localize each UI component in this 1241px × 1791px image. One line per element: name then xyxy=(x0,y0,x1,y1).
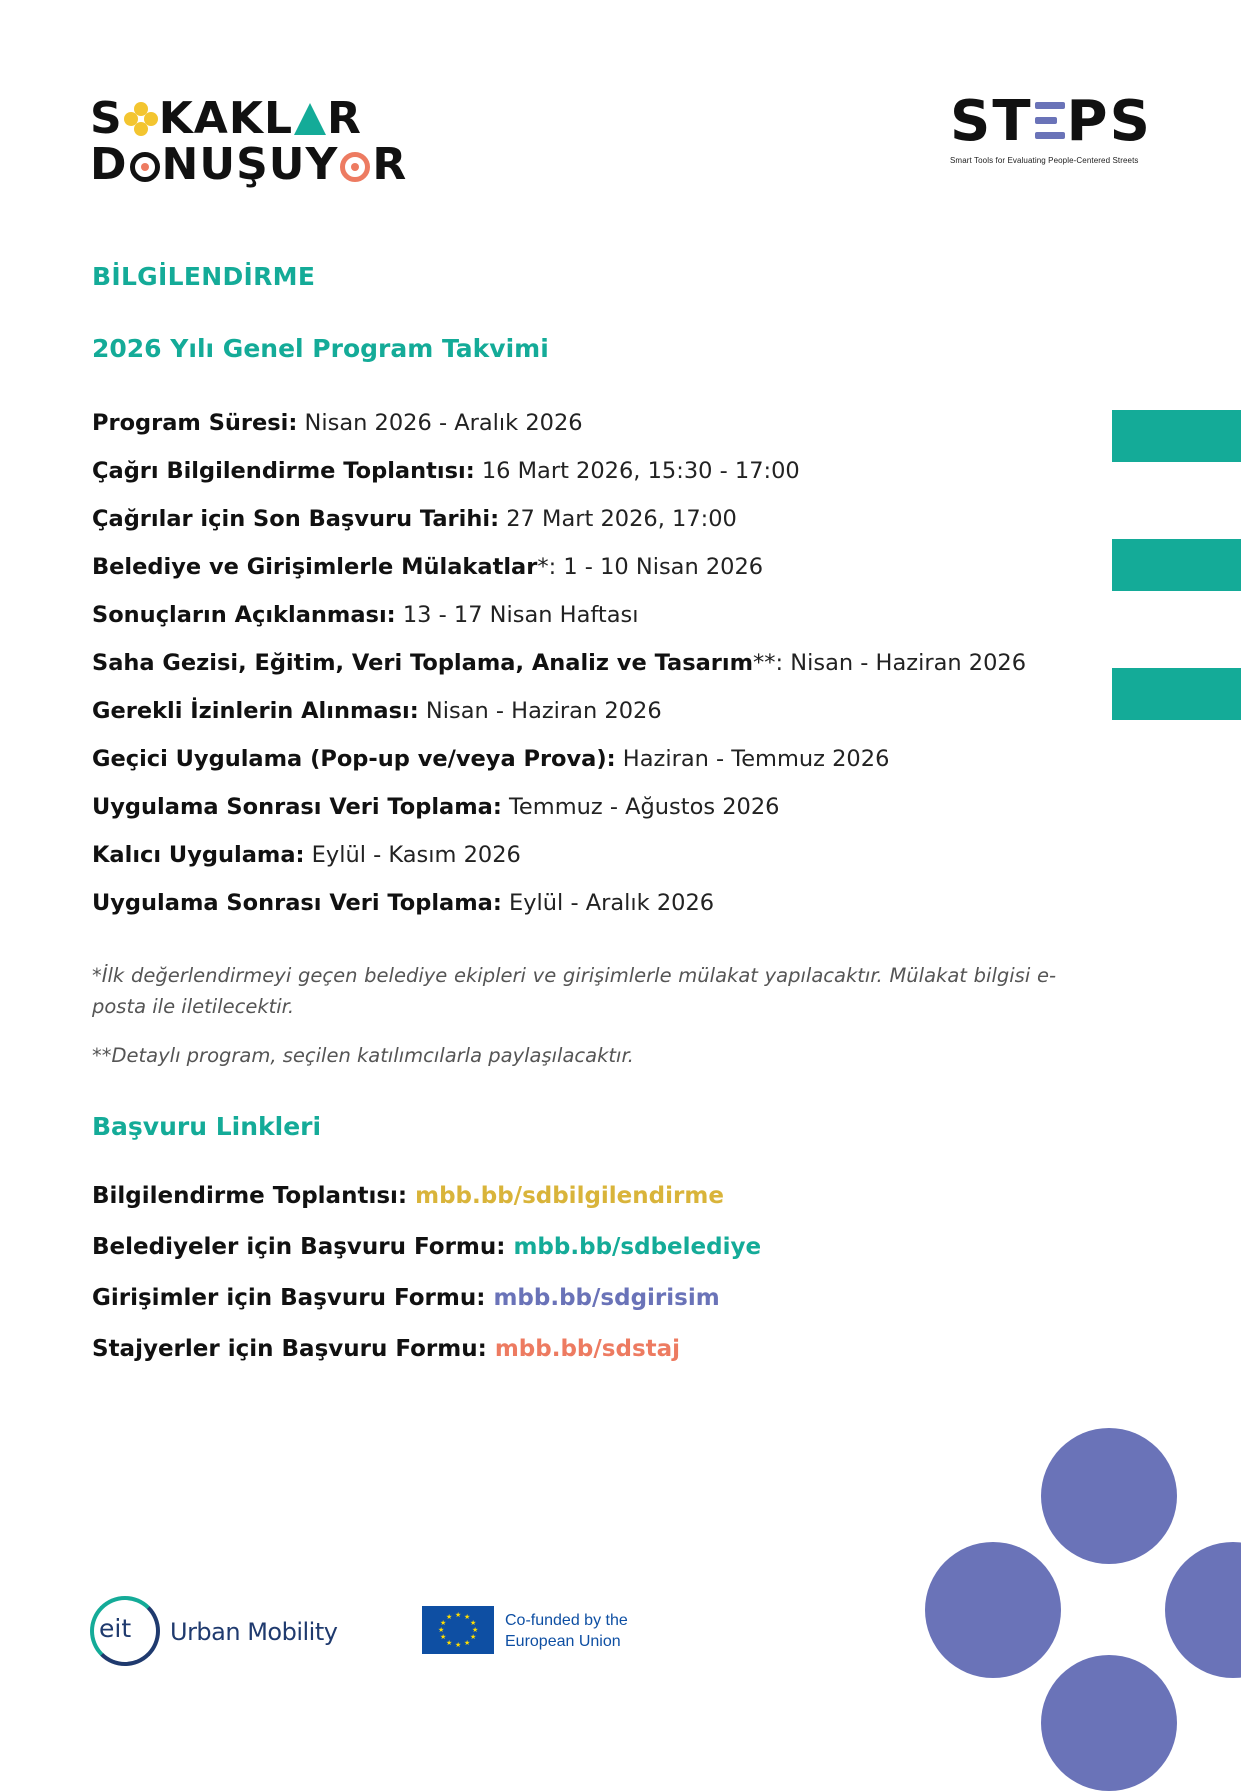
teal-bar-2 xyxy=(1112,539,1241,591)
decor-circle-bottom xyxy=(1041,1655,1177,1791)
eit-name: Urban Mobility xyxy=(170,1618,338,1646)
link-row-interns: Stajyerler için Başvuru Formu: mbb.bb/sdstaj xyxy=(92,1336,681,1362)
eu-cofunded-logo xyxy=(422,1606,662,1656)
triangle-icon xyxy=(294,103,326,135)
schedule-item: Çağrılar için Son Başvuru Tarihi: 27 Mart 2026, 17:00 xyxy=(92,506,737,532)
link-row-startups: Girişimler için Başvuru Formu: mbb.bb/sdgirisim xyxy=(92,1285,720,1311)
teal-bar-1 xyxy=(1112,410,1241,462)
steps-wordmark: ST PS xyxy=(950,89,1152,154)
eit-mark: eit xyxy=(99,1614,132,1643)
eit-urban-mobility-logo xyxy=(90,1596,370,1672)
schedule-item: Uygulama Sonrası Veri Toplama: Temmuz - Ağustos 2026 xyxy=(92,794,780,820)
decor-circle-right xyxy=(1165,1542,1241,1678)
schedule-item: Geçici Uygulama (Pop-up ve/veya Prova): Haziran - Temmuz 2026 xyxy=(92,746,890,772)
ring-icon xyxy=(130,152,160,182)
sokaklar-donusuyor-logo xyxy=(90,93,410,190)
steps-logo xyxy=(950,89,1152,165)
target-icon xyxy=(340,152,370,182)
link-interns[interactable]: mbb.bb/sdstaj xyxy=(494,1336,681,1362)
decor-circle-left xyxy=(925,1542,1061,1678)
program-title: 2026 Yılı Genel Program Takvimi xyxy=(92,334,549,363)
link-municipalities[interactable]: mbb.bb/sdbelediye xyxy=(513,1234,762,1260)
logo-line-2: D NUŞUY R xyxy=(90,139,408,190)
e-bars-icon xyxy=(1035,98,1065,142)
eu-flag-icon: ★ ★ ★ ★ ★ ★ ★ ★ ★ ★ ★ ★ xyxy=(422,1606,494,1654)
schedule-item: Kalıcı Uygulama: Eylül - Kasım 2026 xyxy=(92,842,521,868)
schedule-item: Çağrı Bilgilendirme Toplantısı: 16 Mart 2026, 15:30 - 17:00 xyxy=(92,458,800,484)
application-links xyxy=(92,1180,1052,1384)
schedule-item: Saha Gezisi, Eğitim, Veri Toplama, Analiz ve Tasarım**: Nisan - Haziran 2026 xyxy=(92,650,1027,676)
logo-line-1: S KAKL R xyxy=(90,93,362,144)
schedule-item: Program Süresi: Nisan 2026 - Aralık 2026 xyxy=(92,410,583,436)
schedule-item: Uygulama Sonrası Veri Toplama: Eylül - Aralık 2026 xyxy=(92,890,715,916)
links-title: Başvuru Linkleri xyxy=(92,1112,322,1141)
schedule-item: Gerekli İzinlerin Alınması: Nisan - Haziran 2026 xyxy=(92,698,662,724)
link-row-municipalities: Belediyeler için Başvuru Formu: mbb.bb/sdbelediye xyxy=(92,1234,762,1260)
schedule-item: Belediye ve Girişimlerle Mülakatlar*: 1 - 10 Nisan 2026 xyxy=(92,554,764,580)
footnote-interviews: *İlk değerlendirmeyi geçen belediye ekipleri ve girişimlerle mülakat yapılacaktır. Mülakat bilgisi e-posta ile iletilecektir. xyxy=(92,964,1056,1018)
link-row-info-meeting: Bilgilendirme Toplantısı: mbb.bb/sdbilgilendirme xyxy=(92,1183,724,1209)
eu-cofunded-text: Co-funded by the European Union xyxy=(505,1612,628,1650)
schedule-item: Sonuçların Açıklanması: 13 - 17 Nisan Haftası xyxy=(92,602,639,628)
flower-icon xyxy=(124,102,158,136)
schedule-list xyxy=(92,408,1052,936)
steps-tagline: Smart Tools for Evaluating People-Centered Streets xyxy=(950,156,1139,165)
footnote-program: **Detaylı program, seçilen katılımcılarla paylaşılacaktır. xyxy=(92,1044,634,1067)
decor-circle-top xyxy=(1041,1428,1177,1564)
link-info-meeting[interactable]: mbb.bb/sdbilgilendirme xyxy=(415,1183,724,1209)
teal-bar-3 xyxy=(1112,668,1241,720)
section-title: BİLGİLENDİRME xyxy=(92,262,316,291)
link-startups[interactable]: mbb.bb/sdgirisim xyxy=(493,1285,720,1311)
